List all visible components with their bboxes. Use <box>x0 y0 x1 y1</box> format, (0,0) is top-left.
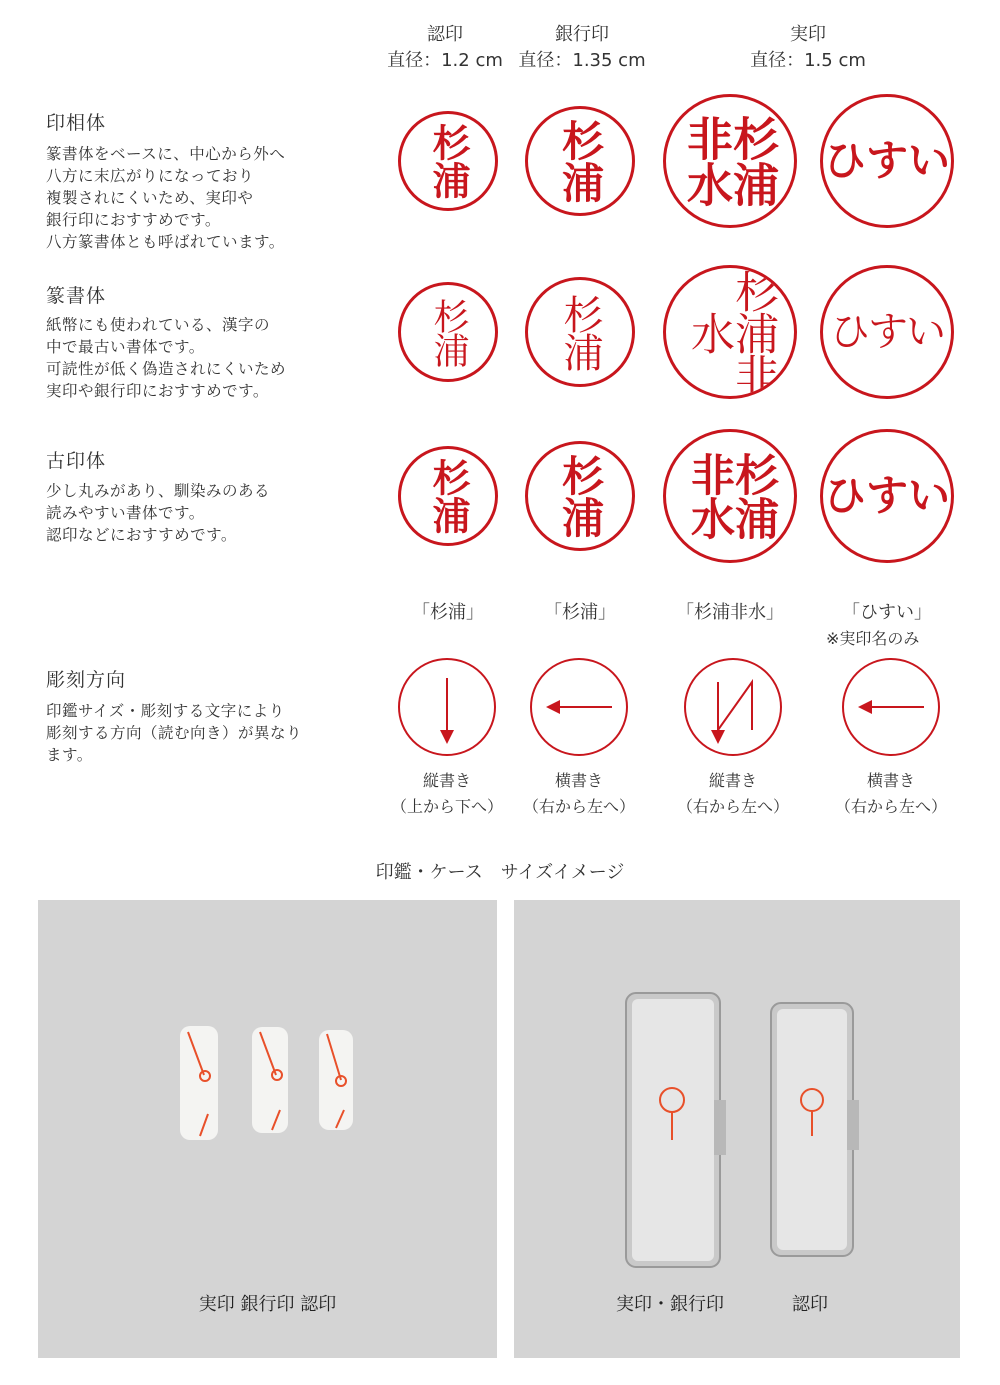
column-type: 実印 <box>790 24 826 45</box>
seal-stick-ginko <box>252 1027 288 1133</box>
name-label-jitsuin-kana: 「ひすい」 <box>842 602 932 623</box>
seal-text: 杉浦非水 <box>683 452 778 540</box>
seal-insotai-jitsuin-kanji <box>663 94 797 228</box>
direction-circle-2 <box>530 658 628 756</box>
seal-text: 杉浦非水 <box>680 115 780 207</box>
seal-tenshotai-mitome <box>398 282 498 382</box>
column-type: 銀行印 <box>555 24 609 45</box>
name-label-mitome: 「杉浦」 <box>412 602 484 623</box>
direction-line2: （上から下へ） <box>390 797 503 816</box>
left-photo-caption: 実印 銀行印 認印 <box>198 1294 337 1315</box>
direction-label-4 <box>811 768 971 820</box>
column-diameter: 直径：1.35 cm <box>518 50 646 71</box>
direction-line1: 縦書き <box>708 771 757 790</box>
direction-description: 印鑑サイズ・彫刻する文字により 彫刻する方向（読む向き）が異なり ます。 <box>46 702 303 764</box>
seal-kointai-jitsuin-kanji <box>663 429 797 563</box>
seal-text: ひすい <box>830 309 944 355</box>
case-jitsuin-ginko <box>626 993 726 1267</box>
down-arrow-icon <box>400 660 494 754</box>
column-type: 認印 <box>427 24 463 45</box>
seal-text: 杉浦 <box>428 298 469 366</box>
seal-text: ひすい <box>823 136 950 185</box>
seal-insotai-jitsuin-kana <box>820 94 954 228</box>
style-description-insotai: 篆書体をベースに、中心から外へ 八方に末広がりになっており 複製されにくいため、実印や 銀行印におすすめです。 八方篆書体とも呼ばれています。 <box>46 145 286 251</box>
seal-stick-mitome <box>319 1030 353 1130</box>
direction-label-3 <box>653 768 813 820</box>
direction-line2: （右から左へ） <box>522 797 635 816</box>
seal-insotai-ginko <box>525 106 635 216</box>
right-photo-caption-2: 認印 <box>792 1294 828 1315</box>
column-diameter: 直径：1.5 cm <box>750 50 866 71</box>
direction-line1: 横書き <box>866 771 915 790</box>
size-section-title: 印鑑・ケース サイズイメージ <box>375 862 625 883</box>
name-note: ※実印名のみ <box>826 629 920 648</box>
direction-line1: 縦書き <box>422 771 471 790</box>
style-title-tenshotai: 篆書体 <box>46 285 107 307</box>
direction-title: 彫刻方向 <box>46 669 127 691</box>
column-header-ginko <box>512 22 652 74</box>
left-arrow-icon <box>844 660 938 754</box>
case-mitome <box>771 1003 859 1256</box>
style-title-insotai: 印相体 <box>46 112 107 134</box>
seal-text: 杉浦 <box>426 123 471 199</box>
seal-kointai-mitome <box>398 446 498 546</box>
right-photo-caption-1: 実印・銀行印 <box>616 1294 724 1315</box>
seal-insotai-mitome <box>398 111 498 211</box>
direction-circle-3 <box>684 658 782 756</box>
seal-stick-jitsuin <box>180 1026 218 1140</box>
seal-tenshotai-jitsuin-kana <box>820 265 954 399</box>
seal-kointai-jitsuin-kana <box>820 429 954 563</box>
style-title-kointai: 古印体 <box>46 450 107 472</box>
seal-tenshotai-ginko <box>525 277 635 387</box>
seal-kointai-ginko <box>525 441 635 551</box>
column-diameter: 直径：1.2 cm <box>387 50 503 71</box>
n-arrow-icon <box>686 660 780 754</box>
name-label-ginko: 「杉浦」 <box>544 602 616 623</box>
style-description-tenshotai: 紙幣にも使われている、漢字の 中で最古い書体です。 可読性が低く偽造されにくいため 実印や銀行印におすすめです。 <box>46 316 287 400</box>
column-header-mitome <box>385 22 505 74</box>
seal-text: 杉浦 <box>556 119 605 203</box>
direction-line2: （右から左へ） <box>676 797 789 816</box>
seal-text: 杉浦 <box>557 294 603 370</box>
seal-text: 杉浦 <box>426 458 470 534</box>
style-description-kointai: 少し丸みがあり、馴染みのある 読みやすい書体です。 認印などにおすすめです。 <box>46 482 271 544</box>
seal-text: 杉浦 <box>556 454 605 538</box>
seal-text: 杉浦非水 <box>683 269 778 395</box>
name-label-jitsuin-kanji: 「杉浦非水」 <box>676 602 784 623</box>
left-arrow-icon <box>532 660 626 754</box>
seal-text: ひすい <box>823 471 950 520</box>
seal-tenshotai-jitsuin-kanji <box>663 265 797 399</box>
column-header-jitsuin <box>738 22 878 74</box>
direction-line2: （右から左へ） <box>834 797 947 816</box>
direction-circle-1 <box>398 658 496 756</box>
direction-line1: 横書き <box>554 771 603 790</box>
direction-circle-4 <box>842 658 940 756</box>
direction-label-2 <box>499 768 659 820</box>
